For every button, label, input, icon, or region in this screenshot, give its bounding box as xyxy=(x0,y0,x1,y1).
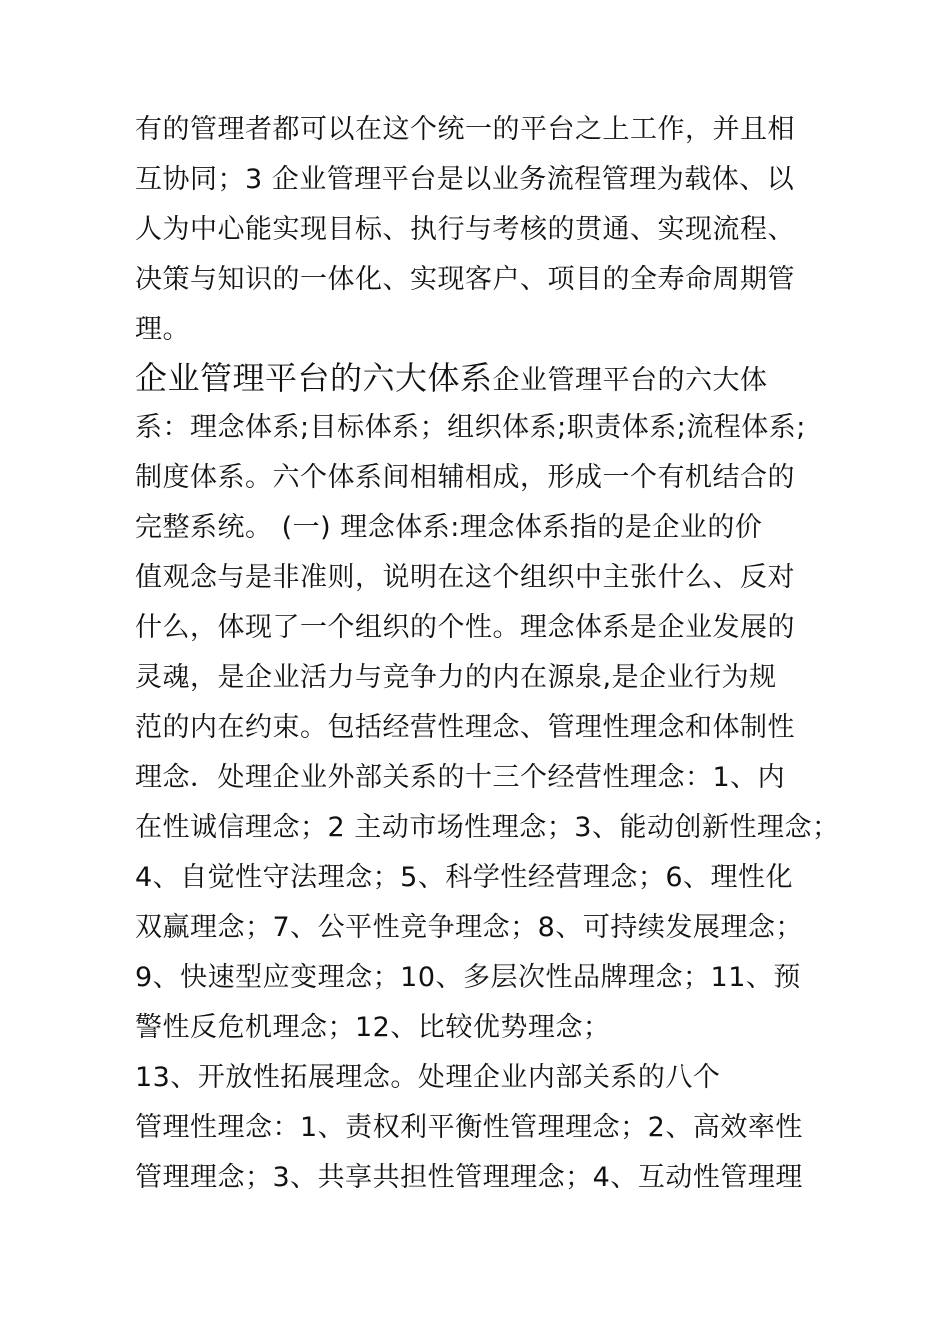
text-line: 双赢理念；7、公平性竞争理念；8、可持续发展理念； xyxy=(135,912,803,943)
text-line: 警性反危机理念；12、比较优势理念； xyxy=(135,1012,611,1043)
text-line: 什么，体现了一个组织的个性。理念体系是企业发展的 xyxy=(135,612,795,643)
text-line: 管理理念；3、共享共担性管理理念；4、互动性管理理 xyxy=(135,1162,803,1193)
section-heading-continuation: 企业管理平台的六大体 xyxy=(492,365,768,396)
text-line: 制度体系。六个体系间相辅相成，形成一个有机结合的 xyxy=(135,462,795,493)
text-line: 在性诚信理念；2 主动市场性理念；3、能动创新性理念； xyxy=(135,812,840,843)
text-line: 理。 xyxy=(135,314,190,345)
text-line: 范的内在约束。包括经营性理念、管理性理念和体制性 xyxy=(135,712,795,743)
text-line: 完整系统。 (一) 理念体系:理念体系指的是企业的价 xyxy=(135,512,763,543)
text-line: 人为中心能实现目标、执行与考核的贯通、实现流程、 xyxy=(135,214,795,245)
section-heading-line xyxy=(135,360,768,399)
text-line: 决策与知识的一体化、实现客户、项目的全寿命周期管 xyxy=(135,264,795,295)
text-line: 值观念与是非准则，说明在这个组织中主张什么、反对 xyxy=(135,562,795,593)
text-line: 有的管理者都可以在这个统一的平台之上工作，并且相 xyxy=(135,114,795,145)
text-line: 管理性理念：1、责权利平衡性管理理念；2、高效率性 xyxy=(135,1112,803,1143)
section-heading: 企业管理平台的六大体系 xyxy=(135,359,493,397)
text-line: 13、开放性拓展理念。处理企业内部关系的八个 xyxy=(135,1062,721,1093)
text-line: 理念．处理企业外部关系的十三个经营性理念：1、内 xyxy=(135,762,786,793)
text-line: 系：理念体系;目标体系；组织体系;职责体系;流程体系; xyxy=(135,412,806,443)
text-line: 4、自觉性守法理念；5、科学性经营理念；6、理性化 xyxy=(135,862,794,893)
text-line: 灵魂，是企业活力与竞争力的内在源泉,是企业行为规 xyxy=(135,662,777,693)
text-line: 互协同；3 企业管理平台是以业务流程管理为载体、以 xyxy=(135,164,795,195)
text-line: 9、快速型应变理念；10、多层次性品牌理念；11、预 xyxy=(135,962,801,993)
